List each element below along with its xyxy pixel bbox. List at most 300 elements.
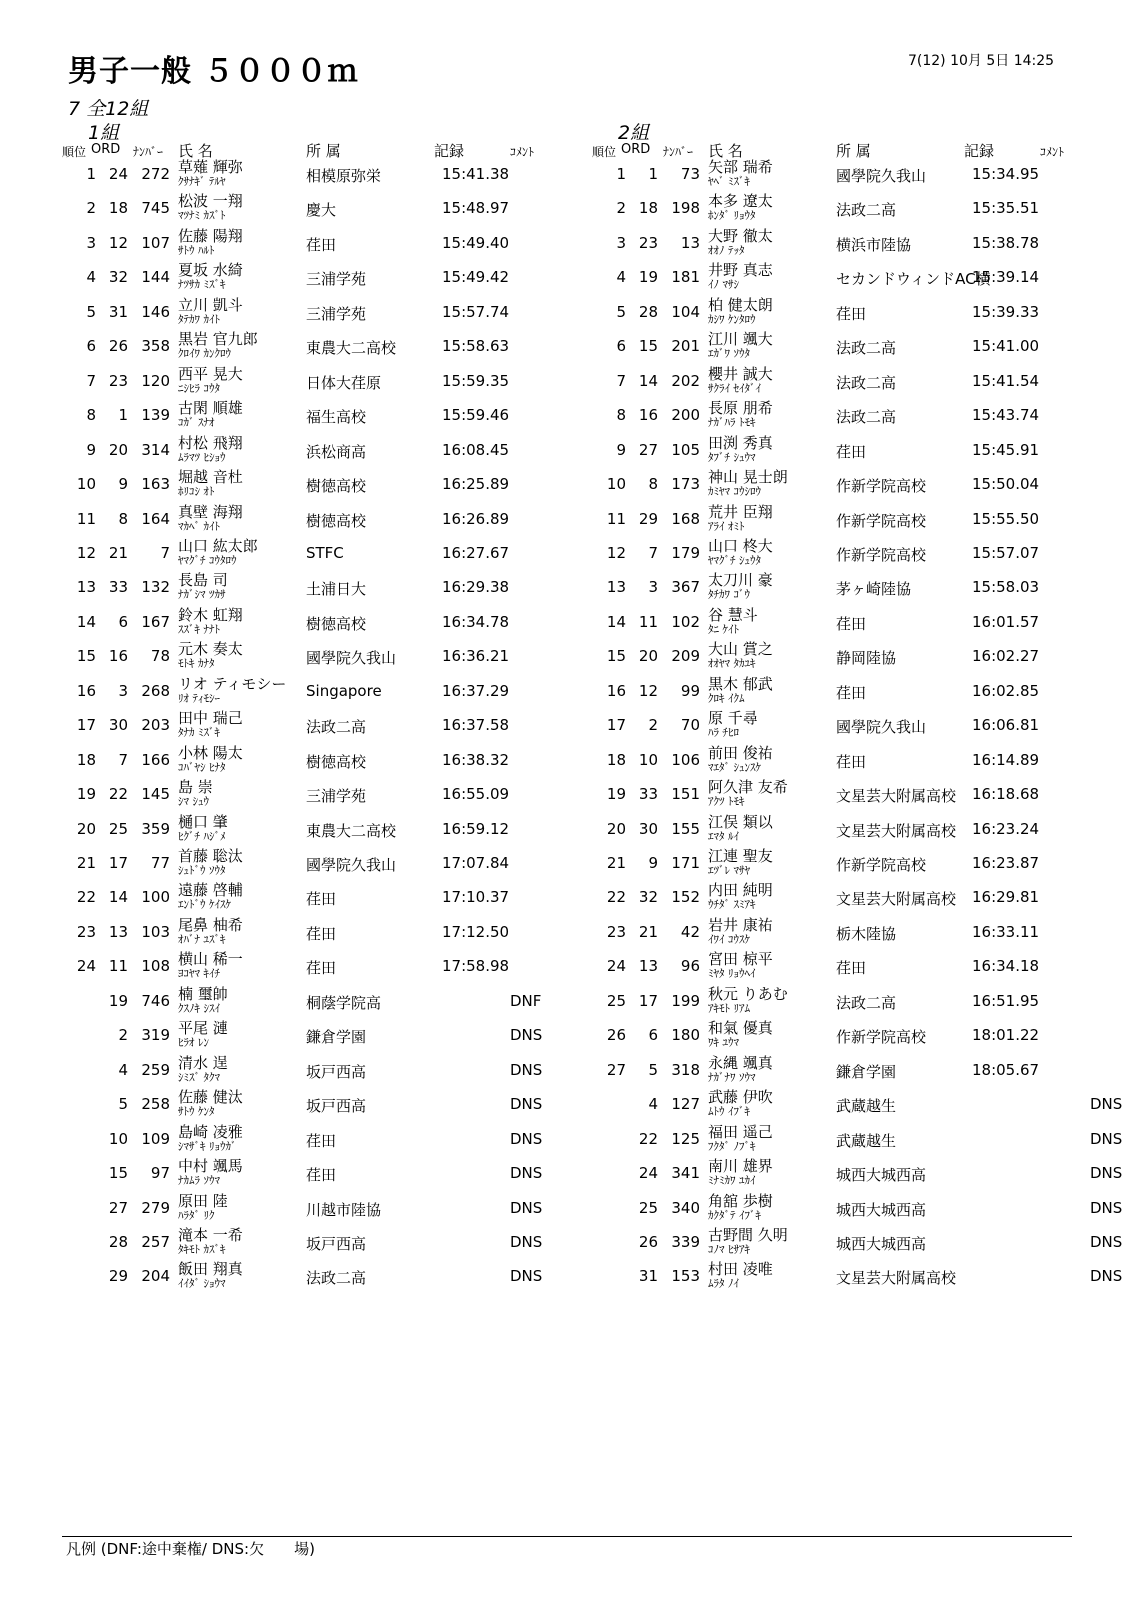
athlete-name: 岩井 康祐 xyxy=(708,915,773,934)
rank-cell: 25 xyxy=(606,991,626,1010)
athlete-kana: ｴﾂﾞﾚ ﾏｻﾔ xyxy=(708,864,750,877)
ord-cell: 13 xyxy=(108,922,128,941)
bib-cell: 73 xyxy=(680,165,700,183)
record-cell: 15:38.78 xyxy=(972,233,1040,252)
athlete-kana: ｻｸﾗｲ ｾｲﾀﾞｲ xyxy=(708,381,761,395)
result-row xyxy=(62,881,622,916)
team-cell: 法政二高 xyxy=(836,373,897,392)
comment-cell: DNS xyxy=(510,1095,543,1114)
comment-cell: DNS xyxy=(1090,1198,1123,1217)
result-row xyxy=(62,434,622,469)
team-cell: 荏田 xyxy=(836,614,867,633)
comment-cell: DNS xyxy=(510,1060,543,1079)
athlete-name: 佐藤 陽翔 xyxy=(178,226,243,245)
rank-cell: 17 xyxy=(606,716,626,735)
athlete-name: 井野 真志 xyxy=(708,261,773,280)
bib-cell: 77 xyxy=(150,854,170,872)
result-row xyxy=(62,675,622,710)
record-cell: 16:18.68 xyxy=(972,785,1040,804)
athlete-name: 江俣 類以 xyxy=(708,812,773,831)
team-cell: 荏田 xyxy=(836,683,867,702)
rank-cell: 2 xyxy=(86,199,96,218)
rank-cell: 18 xyxy=(606,750,626,769)
record-cell: 16:29.81 xyxy=(972,888,1040,907)
athlete-name: 原 千尋 xyxy=(708,709,758,728)
athlete-name: 遠藤 啓輔 xyxy=(178,881,243,900)
result-row xyxy=(592,399,1130,434)
result-row xyxy=(62,813,622,848)
record-cell: 16:02.85 xyxy=(972,681,1040,700)
record-cell: 16:01.57 xyxy=(972,612,1040,631)
result-row xyxy=(592,192,1130,227)
result-row xyxy=(62,330,622,365)
rank-cell: 7 xyxy=(616,371,626,390)
ord-cell: 3 xyxy=(648,578,658,597)
record-cell: 16:23.87 xyxy=(972,854,1040,872)
record-cell: 16:34.18 xyxy=(972,957,1040,976)
athlete-name: 角舘 歩樹 xyxy=(708,1191,773,1210)
rank-cell: 19 xyxy=(76,785,96,804)
ord-cell: 32 xyxy=(108,268,128,287)
athlete-kana: ｼﾏ ｼｭｳ xyxy=(178,795,209,809)
record-cell: 17:07.84 xyxy=(442,854,510,872)
record-cell: 15:55.50 xyxy=(972,509,1040,528)
ord-cell: 25 xyxy=(108,819,128,838)
result-row xyxy=(62,1123,622,1158)
team-cell: 作新学院高校 xyxy=(836,511,927,530)
bib-cell: 99 xyxy=(680,681,700,700)
bib-cell: 202 xyxy=(671,371,700,390)
ord-cell: 24 xyxy=(108,165,128,183)
team-cell: 法政二高 xyxy=(306,718,367,737)
comment-cell: DNS xyxy=(510,1164,543,1183)
team-cell: 樹徳高校 xyxy=(306,752,367,771)
bib-cell: 745 xyxy=(141,199,170,218)
athlete-name: 田中 瑞己 xyxy=(178,709,243,728)
ord-cell: 26 xyxy=(638,1232,658,1251)
ord-cell: 28 xyxy=(108,1232,128,1251)
ord-cell: 15 xyxy=(108,1164,128,1183)
team-cell: 作新学院高校 xyxy=(836,477,927,496)
ord-cell: 22 xyxy=(108,785,128,804)
ord-cell: 7 xyxy=(118,750,128,769)
athlete-name: 楠 璽帥 xyxy=(178,984,228,1003)
athlete-name: 島崎 凌雅 xyxy=(178,1122,243,1141)
athlete-name: 古閑 順雄 xyxy=(178,399,243,418)
athlete-kana: ﾀﾅｶ ﾐｽﾞｷ xyxy=(178,726,220,740)
athlete-name: 大山 賞之 xyxy=(708,640,773,659)
ord-cell: 27 xyxy=(638,440,658,459)
athlete-name: 武藤 伊吹 xyxy=(708,1088,773,1107)
athlete-kana: ｴｶﾞﾜ ｿｳﾀ xyxy=(708,347,750,361)
bib-cell: 120 xyxy=(141,371,170,390)
bib-cell: 168 xyxy=(671,509,700,528)
team-cell: 荏田 xyxy=(306,235,337,254)
athlete-kana: ﾅｶﾞｼﾏ ﾂｶｻ xyxy=(178,588,226,602)
bib-cell: 204 xyxy=(141,1267,170,1286)
result-row xyxy=(592,916,1130,951)
result-row xyxy=(592,365,1130,400)
record-cell: 15:58.03 xyxy=(972,578,1040,597)
bib-cell: 106 xyxy=(671,750,700,769)
team-cell: 文星芸大附属高校 xyxy=(836,890,957,909)
ord-cell: 31 xyxy=(108,302,128,321)
team-cell: 文星芸大附属高校 xyxy=(836,787,957,806)
bib-cell: 259 xyxy=(141,1060,170,1079)
team-cell: 川越市陸協 xyxy=(306,1200,382,1219)
result-row xyxy=(592,1157,1130,1192)
ord-cell: 12 xyxy=(108,233,128,252)
athlete-kana: ｺﾉﾏ ﾋｻｱｷ xyxy=(708,1242,750,1256)
ord-cell: 11 xyxy=(108,957,128,976)
ord-cell: 19 xyxy=(108,991,128,1010)
bib-cell: 203 xyxy=(141,716,170,735)
athlete-kana: ｽｽﾞｷ ﾅﾅﾄ xyxy=(178,622,220,636)
result-row xyxy=(592,985,1130,1020)
result-row xyxy=(592,640,1130,675)
rank-cell: 2 xyxy=(616,199,626,218)
header-ord: ORD xyxy=(621,142,651,157)
comment-cell: DNF xyxy=(510,991,542,1010)
athlete-kana: ｱｷﾓﾄ ﾘｱﾑ xyxy=(708,1001,750,1015)
ord-cell: 23 xyxy=(108,371,128,390)
result-row xyxy=(62,916,622,951)
record-cell: 16:34.78 xyxy=(442,612,510,631)
result-row xyxy=(592,709,1130,744)
record-cell: 15:58.63 xyxy=(442,337,510,356)
bib-cell: 139 xyxy=(141,406,170,425)
ord-cell: 1 xyxy=(648,165,658,183)
result-row xyxy=(62,847,622,882)
athlete-name: 南川 雄界 xyxy=(708,1157,773,1176)
athlete-kana: ﾐﾔﾀ ﾘｮｳﾍｲ xyxy=(708,967,756,981)
bib-cell: 144 xyxy=(141,268,170,287)
athlete-name: 山口 柊大 xyxy=(708,536,773,555)
rank-cell: 13 xyxy=(76,578,96,597)
bib-cell: 42 xyxy=(680,922,700,941)
team-cell: 坂戸西高 xyxy=(306,1062,367,1081)
athlete-kana: ｲﾜｲ ｺｳｽｹ xyxy=(708,932,750,946)
result-row xyxy=(592,434,1130,469)
athlete-name: 樋口 肇 xyxy=(178,812,228,831)
rank-cell: 26 xyxy=(606,1026,626,1045)
bib-cell: 179 xyxy=(671,543,700,562)
team-cell: 日体大荏原 xyxy=(306,373,382,392)
result-row xyxy=(62,985,622,1020)
rank-cell: 7 xyxy=(86,371,96,390)
athlete-kana: ｺﾊﾞﾔｼ ﾋﾅﾀ xyxy=(178,760,226,774)
record-cell: 15:43.74 xyxy=(972,406,1040,425)
athlete-name: 江川 颯大 xyxy=(708,330,773,349)
ord-cell: 6 xyxy=(648,1026,658,1045)
athlete-kana: ｸｻﾅｷﾞ ﾃﾙﾔ xyxy=(178,175,226,188)
team-cell: 樹徳高校 xyxy=(306,511,367,530)
athlete-kana: ﾅｶﾞﾅﾜ ｿｳﾏ xyxy=(708,1070,756,1084)
athlete-name: 神山 晃士朗 xyxy=(708,468,788,487)
rank-cell: 5 xyxy=(86,302,96,321)
athlete-kana: ｶｼﾜ ｹﾝﾀﾛｳ xyxy=(708,312,756,326)
ord-cell: 32 xyxy=(638,888,658,907)
ord-cell: 5 xyxy=(118,1095,128,1114)
team-cell: 荏田 xyxy=(306,959,337,978)
comment-cell: DNS xyxy=(1090,1267,1123,1286)
result-row xyxy=(592,1123,1130,1158)
ord-cell: 14 xyxy=(108,888,128,907)
team-cell: 樹徳高校 xyxy=(306,614,367,633)
ord-cell: 2 xyxy=(118,1026,128,1045)
ord-cell: 24 xyxy=(638,1164,658,1183)
heat-summary: 7 全12組 xyxy=(68,98,149,120)
ord-cell: 33 xyxy=(638,785,658,804)
team-cell: 武蔵越生 xyxy=(836,1097,897,1116)
bib-cell: 272 xyxy=(141,165,170,183)
bib-cell: 100 xyxy=(141,888,170,907)
athlete-name: 福田 遥己 xyxy=(708,1122,773,1141)
athlete-kana: ﾀﾁｶﾜ ｺﾞｳ xyxy=(708,588,750,602)
bib-cell: 164 xyxy=(141,509,170,528)
bib-cell: 258 xyxy=(141,1095,170,1114)
ord-cell: 10 xyxy=(108,1129,128,1148)
record-cell: 15:35.51 xyxy=(972,199,1040,218)
rank-cell: 20 xyxy=(76,819,96,838)
result-row xyxy=(592,330,1130,365)
ord-cell: 18 xyxy=(638,199,658,218)
bib-cell: 173 xyxy=(671,475,700,494)
bib-cell: 200 xyxy=(671,406,700,425)
team-cell: 東農大二高校 xyxy=(306,821,397,840)
athlete-kana: ｳﾁﾀﾞ ｽﾐｱｷ xyxy=(708,898,756,912)
ord-cell: 21 xyxy=(108,543,128,562)
bib-cell: 198 xyxy=(671,199,700,218)
team-cell: 國學院久我山 xyxy=(306,856,397,874)
record-cell: 16:33.11 xyxy=(972,922,1040,941)
athlete-kana: ﾅｶﾑﾗ ｿｳﾏ xyxy=(178,1174,220,1188)
record-cell: 18:05.67 xyxy=(972,1060,1040,1079)
ord-cell: 11 xyxy=(638,612,658,631)
ord-cell: 7 xyxy=(648,543,658,562)
result-row xyxy=(62,1226,622,1261)
ord-cell: 26 xyxy=(108,337,128,356)
athlete-name: 平尾 漣 xyxy=(178,1019,228,1038)
rank-cell: 27 xyxy=(606,1060,626,1079)
athlete-name: 櫻井 誠大 xyxy=(708,364,773,383)
rank-cell: 17 xyxy=(76,716,96,735)
ord-cell: 29 xyxy=(108,1267,128,1286)
athlete-kana: ﾀﾌﾞﾁ ｼｭｳﾏ xyxy=(708,450,756,464)
athlete-kana: ｻﾄｳ ﾊﾙﾄ xyxy=(178,243,215,257)
bib-cell: 167 xyxy=(141,612,170,631)
athlete-name: 村田 凌唯 xyxy=(708,1260,773,1279)
result-row xyxy=(62,537,622,572)
athlete-name: 真壁 海翔 xyxy=(178,502,243,521)
ord-cell: 29 xyxy=(638,509,658,528)
athlete-name: 柏 健太朗 xyxy=(708,295,773,314)
team-cell: 三浦学苑 xyxy=(306,304,367,323)
rank-cell: 9 xyxy=(86,440,96,459)
athlete-name: 西平 晃大 xyxy=(178,364,243,383)
team-cell: 法政二高 xyxy=(836,201,897,220)
ord-cell: 19 xyxy=(638,268,658,287)
team-cell: 栃木陸協 xyxy=(836,924,897,943)
athlete-name: 永縄 颯真 xyxy=(708,1053,773,1072)
bib-cell: 314 xyxy=(141,440,170,459)
bib-cell: 163 xyxy=(141,475,170,494)
athlete-name: 太刀川 豪 xyxy=(708,571,773,590)
team-cell: 作新学院高校 xyxy=(836,545,927,564)
team-cell: 荏田 xyxy=(836,959,867,978)
athlete-name: 横山 稀一 xyxy=(178,950,243,969)
record-cell: 15:50.04 xyxy=(972,475,1040,494)
record-cell: 15:59.46 xyxy=(442,406,510,425)
athlete-name: 村松 飛翔 xyxy=(178,433,243,452)
header-rank: 順位 xyxy=(592,145,617,159)
bib-cell: 13 xyxy=(680,233,700,252)
record-cell: 15:49.40 xyxy=(442,233,510,252)
comment-cell: DNS xyxy=(1090,1095,1123,1114)
athlete-name: 尾鼻 柚希 xyxy=(178,915,243,934)
bib-cell: 279 xyxy=(141,1198,170,1217)
athlete-kana: ｻﾄｳ ｹﾝﾀ xyxy=(178,1105,215,1119)
team-cell: 城西大城西高 xyxy=(836,1166,927,1185)
result-row xyxy=(592,158,1130,193)
record-cell: 15:41.38 xyxy=(442,165,510,183)
team-cell: 静岡陸協 xyxy=(836,649,897,668)
ord-cell: 2 xyxy=(648,716,658,735)
rank-cell: 18 xyxy=(76,750,96,769)
rank-cell: 12 xyxy=(76,543,96,562)
team-cell: 荏田 xyxy=(306,890,337,909)
header-comment: ｺﾒﾝﾄ xyxy=(510,145,535,159)
result-row xyxy=(62,640,622,675)
team-cell: 荏田 xyxy=(306,1166,337,1185)
athlete-kana: ｼｭﾄﾞｳ ｿｳﾀ xyxy=(178,864,226,877)
ord-cell: 30 xyxy=(108,716,128,735)
record-cell: 15:39.14 xyxy=(972,268,1040,287)
team-cell: 浜松商高 xyxy=(306,442,367,461)
athlete-name: 秋元 りあむ xyxy=(708,984,788,1003)
athlete-name: 黒岩 官九郎 xyxy=(178,330,258,349)
record-cell: 16:23.24 xyxy=(972,819,1040,838)
rank-cell: 8 xyxy=(616,406,626,425)
record-cell: 15:48.97 xyxy=(442,199,510,218)
bib-cell: 268 xyxy=(141,681,170,700)
team-cell: 作新学院高校 xyxy=(836,1028,927,1047)
result-row xyxy=(62,1019,622,1054)
rank-cell: 16 xyxy=(76,681,96,700)
header-record: 記録 xyxy=(434,142,465,160)
athlete-name: 阿久津 友希 xyxy=(708,778,788,797)
rank-cell: 5 xyxy=(616,302,626,321)
athlete-name: 長島 司 xyxy=(178,571,228,590)
team-cell: 荏田 xyxy=(306,924,337,943)
ord-cell: 8 xyxy=(118,509,128,528)
result-row xyxy=(592,227,1130,262)
team-cell: 荏田 xyxy=(306,1131,337,1150)
bib-cell: 341 xyxy=(671,1164,700,1183)
athlete-kana: ﾔﾍﾞ ﾐｽﾞｷ xyxy=(708,175,750,188)
rank-cell: 21 xyxy=(606,854,626,872)
result-row xyxy=(62,778,622,813)
comment-cell: DNS xyxy=(1090,1232,1123,1251)
bib-cell: 108 xyxy=(141,957,170,976)
result-row xyxy=(62,296,622,331)
ord-cell: 28 xyxy=(638,302,658,321)
team-cell: 國學院久我山 xyxy=(836,167,927,185)
athlete-kana: ﾌｸﾀﾞ ﾉﾌﾞｷ xyxy=(708,1139,756,1153)
result-row xyxy=(592,675,1130,710)
result-row xyxy=(592,296,1130,331)
result-row xyxy=(62,158,622,193)
ord-cell: 31 xyxy=(638,1267,658,1286)
rank-cell: 23 xyxy=(606,922,626,941)
athlete-name: 滝本 一希 xyxy=(178,1225,243,1244)
header-team: 所 属 xyxy=(836,142,871,160)
rank-cell: 6 xyxy=(616,337,626,356)
record-cell: 17:10.37 xyxy=(442,888,510,907)
athlete-name: 堀越 音杜 xyxy=(178,468,243,487)
team-cell: 法政二高 xyxy=(836,408,897,427)
athlete-kana: ｱｸﾂ ﾄﾓｷ xyxy=(708,795,745,809)
result-row xyxy=(592,1226,1130,1261)
ord-cell: 4 xyxy=(648,1095,658,1114)
ord-cell: 5 xyxy=(648,1060,658,1079)
athlete-name: 草薙 輝弥 xyxy=(178,158,243,176)
bib-cell: 358 xyxy=(141,337,170,356)
record-cell: 16:36.21 xyxy=(442,647,510,666)
athlete-kana: ﾔﾏｸﾞﾁ ｼｭｳﾀ xyxy=(708,553,761,567)
record-cell: 15:59.35 xyxy=(442,371,510,390)
rank-cell: 14 xyxy=(606,612,626,631)
athlete-name: 飯田 翔真 xyxy=(178,1260,243,1279)
result-row xyxy=(62,227,622,262)
header-name: 氏 名 xyxy=(178,142,213,160)
rank-cell: 11 xyxy=(76,509,96,528)
ord-cell: 6 xyxy=(118,612,128,631)
ord-cell: 12 xyxy=(638,681,658,700)
team-cell: 三浦学苑 xyxy=(306,270,367,289)
athlete-kana: ﾅｶﾞﾊﾗ ﾄﾓｷ xyxy=(708,416,756,430)
result-row xyxy=(62,606,622,641)
athlete-name: リオ ティモシー xyxy=(178,674,287,693)
athlete-name: 古野間 久明 xyxy=(708,1225,788,1244)
comment-cell: DNS xyxy=(510,1232,543,1251)
team-cell: 法政二高 xyxy=(836,339,897,358)
athlete-name: 矢部 瑞希 xyxy=(708,158,773,176)
athlete-kana: ｸﾛｷ ｲｸﾑ xyxy=(708,691,745,705)
result-row xyxy=(62,192,622,227)
result-row xyxy=(62,571,622,606)
header-record: 記録 xyxy=(964,142,995,160)
record-cell: 16:51.95 xyxy=(972,991,1040,1010)
rank-cell: 19 xyxy=(606,785,626,804)
header-bib: ﾅﾝﾊﾞｰ xyxy=(133,145,164,159)
result-row xyxy=(62,1088,622,1123)
bib-cell: 171 xyxy=(671,854,700,872)
team-cell: 文星芸大附属高校 xyxy=(836,821,957,840)
result-row xyxy=(592,606,1130,641)
bib-cell: 257 xyxy=(141,1232,170,1251)
record-cell: 16:14.89 xyxy=(972,750,1040,769)
athlete-kana: ﾅﾂｻｶ ﾐｽﾞｷ xyxy=(178,278,226,292)
athlete-kana: ｴﾏﾀ ﾙｲ xyxy=(708,829,739,843)
result-row xyxy=(62,503,622,538)
bib-cell: 201 xyxy=(671,337,700,356)
record-cell: 16:55.09 xyxy=(442,785,510,804)
record-cell: 15:34.95 xyxy=(972,165,1040,183)
ord-cell: 17 xyxy=(108,854,128,872)
team-cell: 城西大城西高 xyxy=(836,1200,927,1219)
athlete-name: 首藤 聡汰 xyxy=(178,847,243,865)
